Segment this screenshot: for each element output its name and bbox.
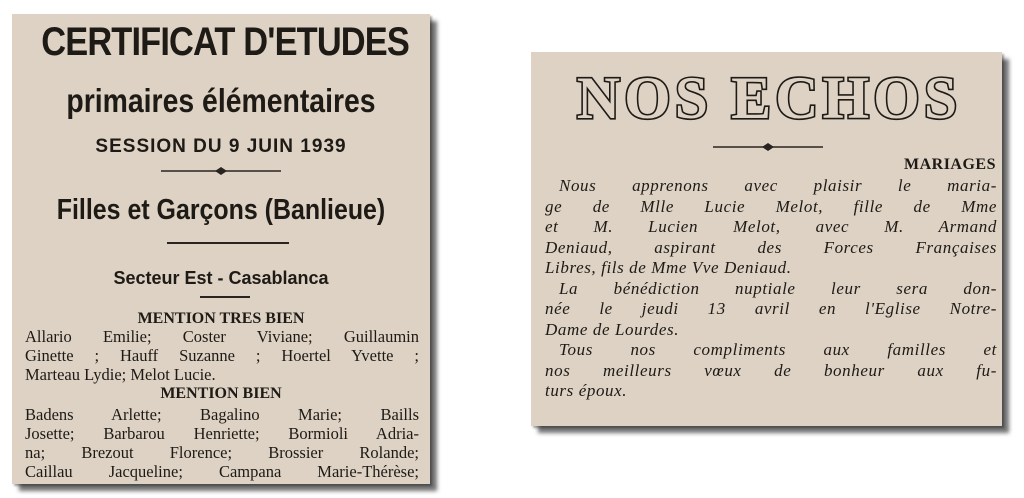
mention-tres-bien-heading: MENTION TRES BIEN <box>137 310 305 327</box>
article-line: nos meilleurs vœux de bonheur aux fu- <box>545 360 997 380</box>
group-heading: Filles et Garçons (Banlieue) <box>56 194 386 226</box>
nos-echos-title <box>549 62 989 134</box>
short-rule <box>200 296 250 298</box>
ornament-divider-icon <box>713 142 823 152</box>
article-line: Nous apprenons avec plaisir le maria- <box>559 176 997 195</box>
article-line: Libres, fils de Mme Vve Deniaud. <box>545 258 792 277</box>
article-body <box>545 176 997 402</box>
article-line: La bénédiction nuptiale leur sera don- <box>559 278 997 298</box>
certificat-subtitle: primaires élémentaires <box>66 82 376 119</box>
nos-echos-clipping <box>531 52 1002 426</box>
rubric-mariages: MARIAGES <box>903 156 996 173</box>
article-line: Deniaud, aspirant des Forces Françaises <box>545 237 997 257</box>
name-line: Allario Emilie; Coster Viviane; Guillaumin <box>25 327 419 346</box>
article-line: Tous nos compliments aux familles et <box>559 340 997 359</box>
mention-tres-bien-names <box>25 327 419 384</box>
mention-bien-heading: MENTION BIEN <box>160 385 282 402</box>
certificat-title: CERTIFICAT D'ETUDES <box>41 20 409 64</box>
article-line: turs époux. <box>545 381 628 400</box>
nos-echos-title-text: NOS ECHOS <box>576 65 962 131</box>
article-line: et M. Lucien Melot, avec M. Armand <box>545 217 997 236</box>
name-line: Caillau Jacqueline; Campana Marie-Thérèse; <box>25 462 419 481</box>
session-date: SESSION DU 9 JUIN 1939 <box>95 136 347 157</box>
name-line: na; Brezout Florence; Brossier Rolande; <box>25 443 419 462</box>
ornament-divider-icon <box>161 166 281 176</box>
section-rule <box>167 242 289 244</box>
name-line: Josette; Barbarou Henriette; Bormioli Adria- <box>25 424 419 443</box>
certificat-clipping <box>12 14 430 484</box>
article-line: ge de Mlle Lucie Melot, fille de Mme <box>545 196 997 216</box>
article-line: Dame de Lourdes. <box>545 319 680 339</box>
sector-heading: Secteur Est - Casablanca <box>113 268 329 288</box>
name-line: Ginette ; Hauff Suzanne ; Hoertel Yvette ; <box>25 346 419 365</box>
name-line: Badens Arlette; Bagalino Marie; Baills <box>25 405 419 424</box>
mention-bien-names <box>25 405 419 481</box>
article-line: née le jeudi 13 avril en l'Eglise Notre- <box>545 299 997 318</box>
name-line: Marteau Lydie; Melot Lucie. <box>25 365 216 384</box>
